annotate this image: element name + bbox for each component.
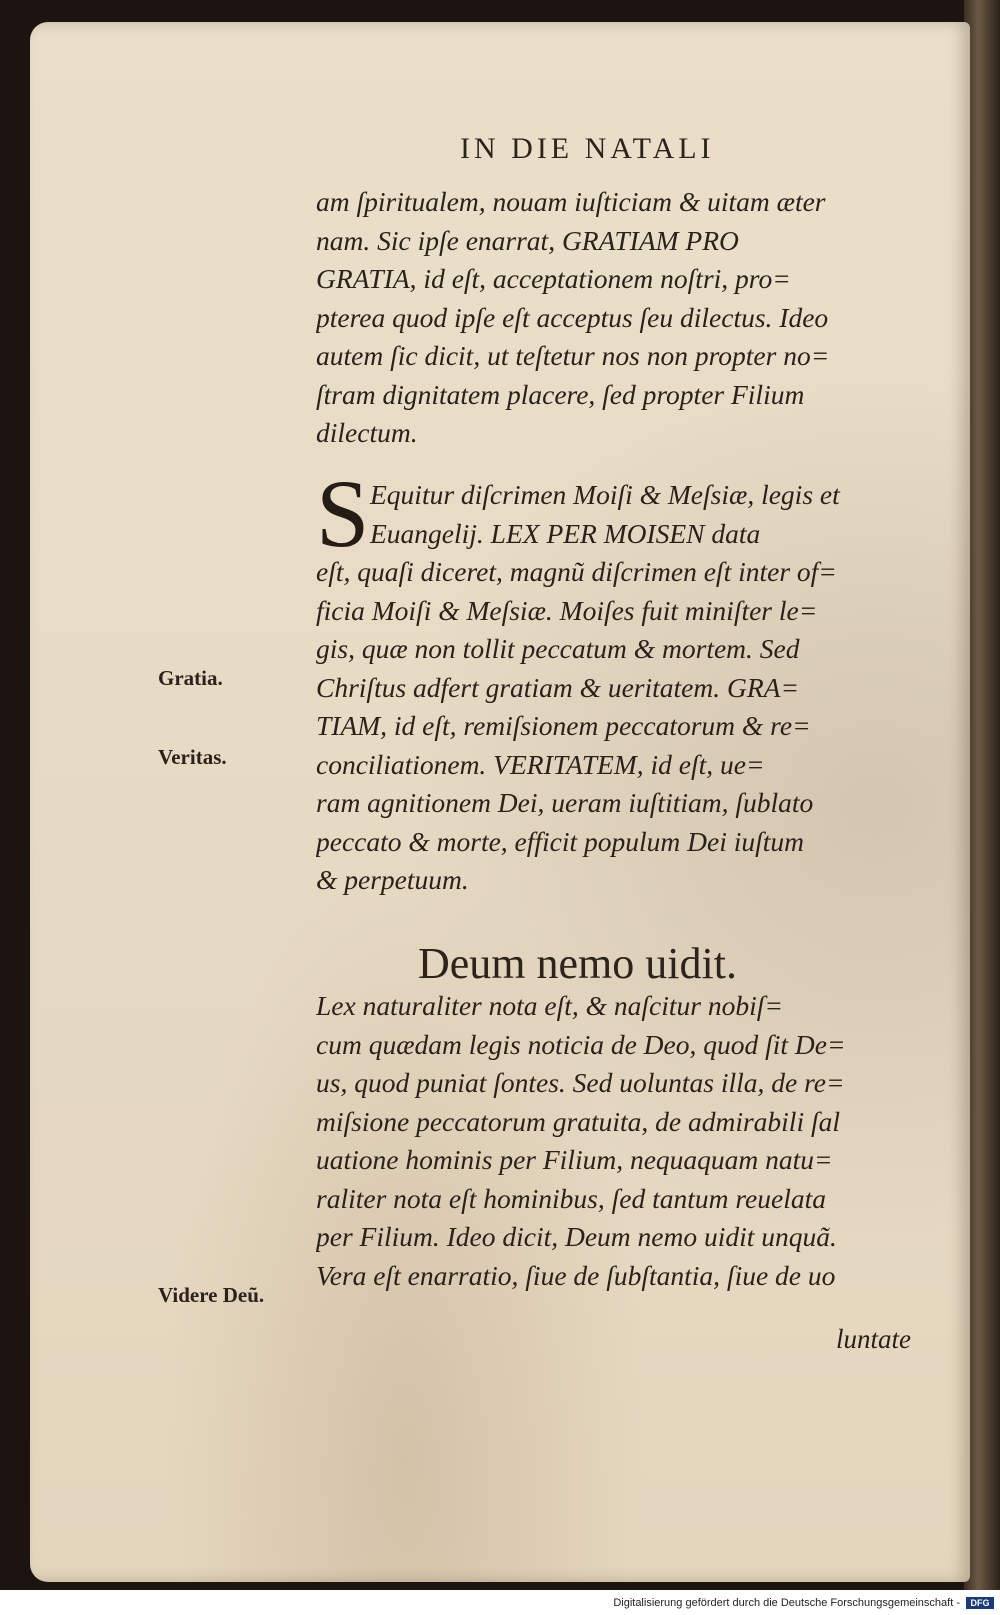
text-line: autem ſic dicit, ut teſtetur nos non propter no= [316, 340, 830, 371]
text-line: Equitur diſcrimen Moiſi & Meſsiæ, legis et [370, 479, 840, 510]
text-line: Euangelij. LEX PER MOISEN data [370, 517, 761, 549]
catchword: luntate [836, 1324, 911, 1354]
text-line: TIAM, id eſt, remiſsionem peccatorum & re= [316, 710, 811, 741]
text-line: per Filium. Ideo dicit, Deum nemo uidit unquã. [316, 1221, 837, 1252]
margin-note-gratia: Gratia. [158, 666, 223, 690]
text-line: gis, quæ non tollit peccatum & mortem. Sed [316, 633, 800, 664]
text-line: us, quod puniat ſontes. Sed uoluntas illa, de re= [316, 1067, 845, 1098]
text-line: uatione hominis per Filium, nequaquam natu= [316, 1144, 833, 1175]
margin-note-veritas: Veritas. [158, 745, 227, 769]
section-title: Deum nemo uidit. [418, 939, 737, 988]
text-line: miſsione peccatorum gratuita, de admirabili ſal [316, 1105, 840, 1137]
text-line: dilectum. [316, 417, 418, 448]
text-line: am ſpiritualem, nouam iuſticiam & uitam æter [316, 186, 826, 217]
text-line: nam. Sic ipſe enarrat, GRATIAM PRO [316, 224, 739, 256]
text-line: Chriſtus adfert gratiam & ueritatem. GRA= [316, 671, 799, 703]
paragraph-2 [316, 460, 936, 900]
text-line: & perpetuum. [316, 864, 469, 895]
text-line: ſtram dignitatem placere, ſed propter Filium [316, 378, 805, 410]
text-line: ficia Moiſi & Meſsiæ. Moiſes fuit miniſter le= [316, 594, 818, 626]
text-line: peccato & morte, efficit populum Dei iuſtum [316, 825, 805, 857]
text-line: raliter nota eſt hominibus, ſed tantum reuelata [316, 1182, 826, 1214]
paragraph-3 [316, 987, 936, 1295]
text-line: cum quædam legis noticia de Deo, quod ſit De= [316, 1028, 846, 1060]
text-line: Vera eſt enarratio, ſiue de ſubſtantia, ſiue de uo [316, 1259, 836, 1291]
drop-cap: S [316, 460, 370, 567]
text-line: pterea quod ipſe eſt acceptus ſeu dilectus. Ideo [316, 301, 829, 333]
footer-credit: Digitalisierung gefördert durch die Deutsche Forschungsgemeinschaft - [613, 1597, 960, 1609]
text-line: conciliationem. VERITATEM, id eſt, ue= [316, 748, 765, 780]
text-line: ram agnitionem Dei, ueram iuſtitiam, ſublato [316, 787, 814, 818]
text-line: Lex naturaliter nota eſt, & naſcitur nobiſ= [316, 990, 783, 1021]
running-head: IN DIE NATALI [460, 132, 715, 165]
margin-note-videre-deum: Videre Deũ. [158, 1283, 265, 1307]
text-line: GRATIA, id eſt, acceptationem noſtri, pro= [316, 263, 791, 294]
paragraph-1 [316, 183, 936, 453]
text-line: eſt, quaſi diceret, magnũ diſcrimen eſt inter of= [316, 556, 837, 587]
dfg-logo: DFG [966, 1597, 994, 1609]
